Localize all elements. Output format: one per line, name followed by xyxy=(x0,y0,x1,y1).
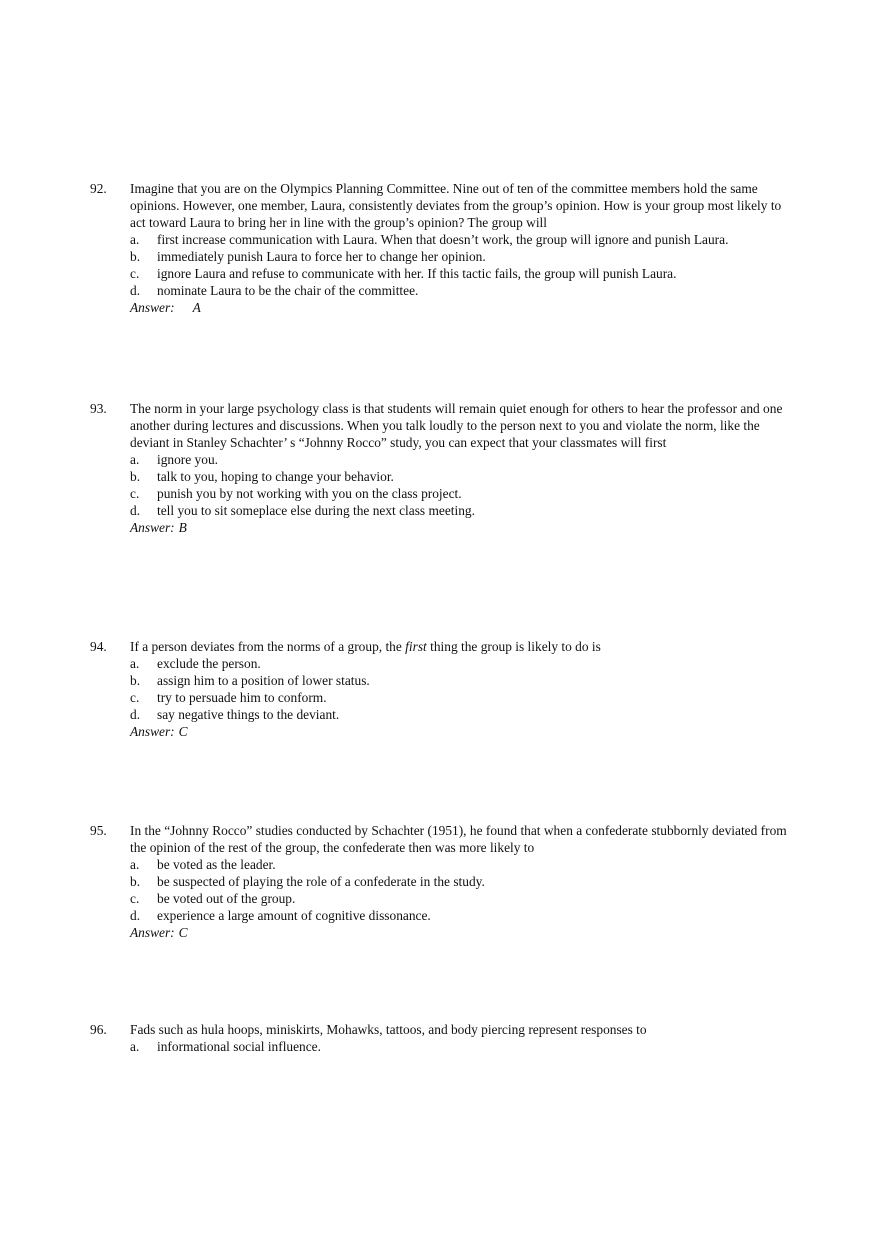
option-letter: d. xyxy=(130,707,141,722)
option-letter: a. xyxy=(130,232,140,247)
question-stem xyxy=(90,1021,790,1038)
question-number: 92. xyxy=(90,181,107,196)
option-b xyxy=(130,672,790,689)
option-d xyxy=(130,282,790,299)
option-letter: d. xyxy=(130,503,141,518)
option-text: experience a large amount of cognitive dissonance. xyxy=(157,908,431,923)
option-text: first increase communication with Laura. When that doesn’t work, the group will ignore and punish Laura. xyxy=(157,232,729,247)
question-stem xyxy=(90,400,790,451)
option-a xyxy=(130,655,790,672)
question-number: 96. xyxy=(90,1022,107,1037)
option-letter: d. xyxy=(130,908,141,923)
question-text xyxy=(130,638,790,655)
question-stem xyxy=(90,822,790,856)
option-c xyxy=(130,265,790,282)
answer-value: B xyxy=(178,520,187,535)
question-stem xyxy=(90,180,790,231)
question-text: Fads such as hula hoops, miniskirts, Mohawks, tattoos, and body piercing represent responses to xyxy=(130,1022,647,1037)
option-a xyxy=(130,231,790,248)
option-text: say negative things to the deviant. xyxy=(157,707,340,722)
option-letter: c. xyxy=(130,486,140,501)
option-text: nominate Laura to be the chair of the committee. xyxy=(157,283,419,298)
question-95 xyxy=(90,822,790,941)
question-text-start: If a person deviates from the norms of a group, the xyxy=(130,639,406,654)
question-93 xyxy=(90,400,790,536)
option-text: be suspected of playing the role of a confederate in the study. xyxy=(157,874,485,889)
option-letter: a. xyxy=(130,452,140,467)
option-text: immediately punish Laura to force her to change her opinion. xyxy=(157,249,486,264)
question-text: In the “Johnny Rocco” studies conducted by Schachter (1951), he found that when a confederate stubbornly deviated from the opinion of the rest of the group, the confederate then was more likely to xyxy=(130,823,787,855)
answer-line xyxy=(130,519,790,536)
option-text: assign him to a position of lower status. xyxy=(157,673,370,688)
option-letter: a. xyxy=(130,656,140,671)
answer-line xyxy=(130,723,790,740)
option-d xyxy=(130,502,790,519)
option-text: try to persuade him to conform. xyxy=(157,690,327,705)
option-b xyxy=(130,468,790,485)
option-text: punish you by not working with you on the class project. xyxy=(157,486,462,501)
option-text: talk to you, hoping to change your behavior. xyxy=(157,469,394,484)
option-a xyxy=(130,451,790,468)
question-94 xyxy=(90,638,790,740)
question-92 xyxy=(90,180,790,316)
question-text-emphasis: first xyxy=(405,639,427,654)
question-number: 93. xyxy=(90,401,107,416)
option-text: tell you to sit someplace else during the next class meeting. xyxy=(157,503,475,518)
option-c xyxy=(130,485,790,502)
option-a xyxy=(130,856,790,873)
question-stem xyxy=(90,638,790,655)
option-d xyxy=(130,907,790,924)
answer-value: A xyxy=(192,300,201,315)
option-text: informational social influence. xyxy=(157,1039,321,1054)
option-letter: c. xyxy=(130,690,140,705)
answer-line xyxy=(130,924,790,941)
option-letter: b. xyxy=(130,249,141,264)
answer-label: Answer: xyxy=(130,300,175,315)
option-letter: a. xyxy=(130,857,140,872)
option-text: exclude the person. xyxy=(157,656,261,671)
option-a xyxy=(130,1038,790,1055)
option-letter: b. xyxy=(130,469,141,484)
option-c xyxy=(130,689,790,706)
option-letter: a. xyxy=(130,1039,140,1054)
question-text-end: thing the group is likely to do is xyxy=(426,639,601,654)
question-text: The norm in your large psychology class is that students will remain quiet enough for others to hear the professor and one another during lectures and discussions. When you talk loudly to the person next to you and violate the norm, like the deviant in Stanley Schachter’ s “Johnny Rocco” study, you can expect that your classmates will first xyxy=(130,401,783,450)
option-b xyxy=(130,248,790,265)
answer-label: Answer: xyxy=(130,724,175,739)
option-text: be voted out of the group. xyxy=(157,891,296,906)
option-letter: c. xyxy=(130,891,140,906)
option-letter: b. xyxy=(130,874,141,889)
answer-line xyxy=(130,299,790,316)
answer-label: Answer: xyxy=(130,925,175,940)
option-letter: d. xyxy=(130,283,141,298)
answer-value: C xyxy=(178,724,188,739)
question-96 xyxy=(90,1021,790,1055)
option-text: ignore Laura and refuse to communicate with her. If this tactic fails, the group will punish Laura. xyxy=(157,266,677,281)
option-d xyxy=(130,706,790,723)
answer-label: Answer: xyxy=(130,520,175,535)
option-text: ignore you. xyxy=(157,452,218,467)
answer-value: C xyxy=(178,925,188,940)
option-letter: b. xyxy=(130,673,141,688)
question-number: 94. xyxy=(90,639,107,654)
question-text: Imagine that you are on the Olympics Planning Committee. Nine out of ten of the committee members hold the same opinions. However, one member, Laura, consistently deviates from the group’s opinion. How is your group most likely to act toward Laura to bring her in line with the group’s opinion? The group will xyxy=(130,181,782,230)
option-text: be voted as the leader. xyxy=(157,857,276,872)
question-number: 95. xyxy=(90,823,107,838)
option-b xyxy=(130,873,790,890)
option-letter: c. xyxy=(130,266,140,281)
option-c xyxy=(130,890,790,907)
